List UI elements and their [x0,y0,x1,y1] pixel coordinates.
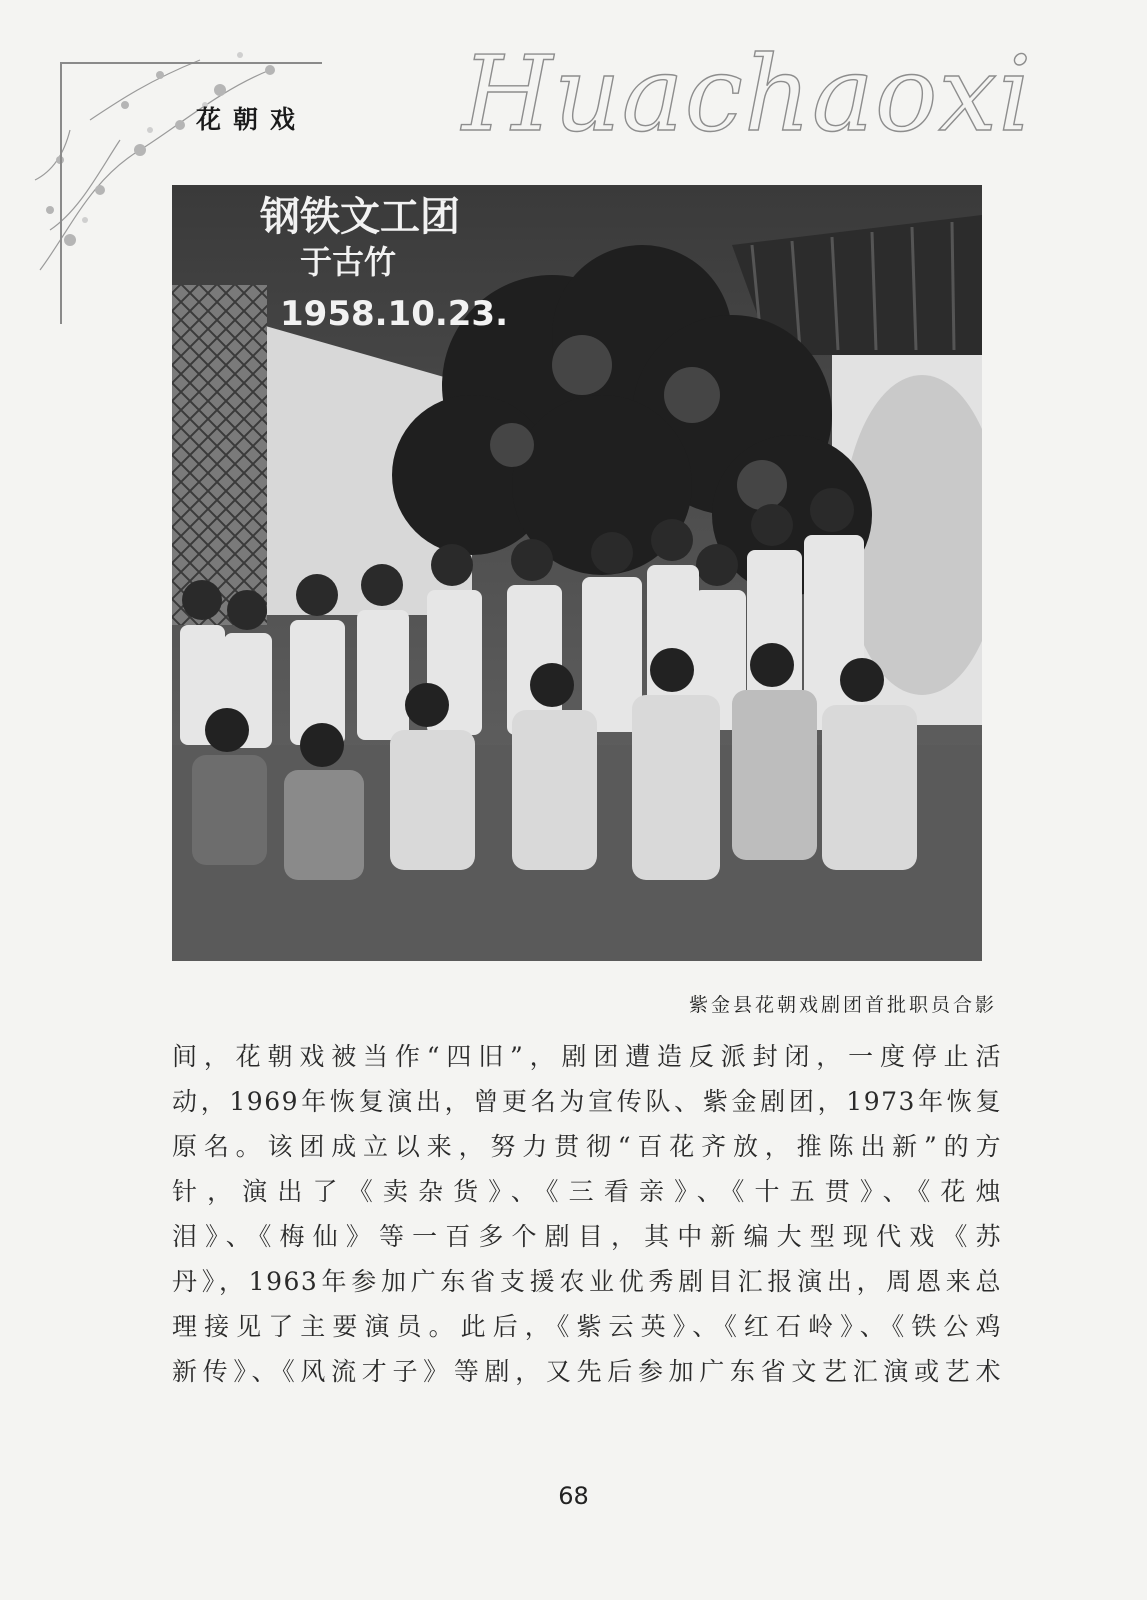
photo-inscription-date: 1958.10.23. [280,294,509,334]
photo-inscription-troupe: 钢铁文工团 [260,194,460,240]
header-frame-line-vertical [60,62,62,324]
header-frame-line [60,62,322,64]
running-header-title: 花朝戏 [196,105,308,134]
body-line: 针，演出了《卖杂货》、《三看亲》、《十五贯》、《花烛 [172,1177,1002,1206]
page-number: 68 [558,1482,589,1510]
photo-inscription-place: 于古竹 [300,243,397,281]
body-line: 新传》、《风流才子》等剧，又先后参加广东省文艺汇演或艺术 [172,1357,1002,1386]
photo-caption: 紫金县花朝戏剧团首批职员合影 [688,994,997,1016]
body-line: 原名。该团成立以来，努力贯彻“百花齐放，推陈出新”的方 [172,1132,1002,1161]
body-line: 泪》、《梅仙》等一百多个剧目，其中新编大型现代戏《苏 [172,1222,1002,1251]
running-header-script: Huachaoxi [462,33,1033,155]
body-line: 丹》，1963年参加广东省支援农业优秀剧目汇报演出，周恩来总 [172,1267,1002,1296]
group-photograph [172,185,982,961]
body-line: 动，1969年恢复演出，曾更名为宣传队、紫金剧团，1973年恢复 [172,1087,1002,1116]
body-line: 间，花朝戏被当作“四旧”，剧团遭造反派封闭，一度停止活 [172,1042,1002,1071]
body-paragraph [172,1034,1002,1394]
body-line: 理接见了主要演员。此后，《紫云英》、《红石岭》、《铁公鸡 [172,1312,1002,1341]
